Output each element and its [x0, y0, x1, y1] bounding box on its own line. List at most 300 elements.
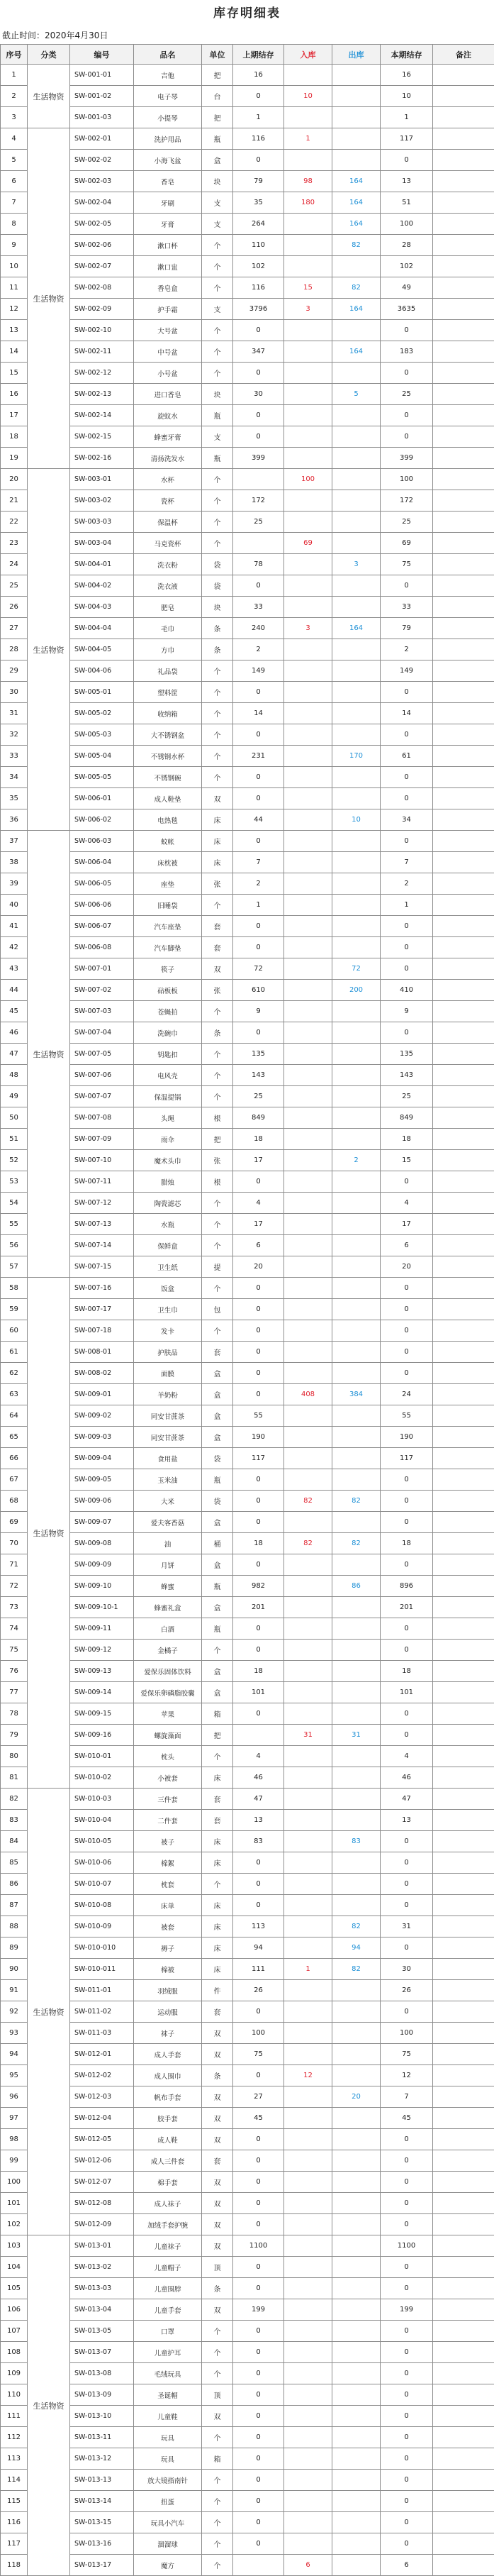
- current-stock: 25: [381, 512, 433, 533]
- table-row: [1, 1703, 494, 1725]
- row-index: 73: [1, 1597, 28, 1618]
- previous-stock: 17: [233, 1214, 284, 1235]
- item-code: SW-013-01: [70, 2235, 134, 2257]
- stock-in: [284, 214, 332, 235]
- stock-in: [284, 2193, 332, 2214]
- item-name: 成人围巾: [134, 2065, 202, 2086]
- remarks: [433, 469, 494, 490]
- stock-in: [284, 1256, 332, 1278]
- previous-stock: 0: [233, 2384, 284, 2406]
- remarks: [433, 1299, 494, 1320]
- item-unit: 盒: [202, 1512, 233, 1533]
- header-stock-in: 入库: [284, 45, 332, 65]
- previous-stock: 0: [233, 1554, 284, 1576]
- stock-in: [284, 2512, 332, 2533]
- current-stock: 17: [381, 1214, 433, 1235]
- remarks: [433, 405, 494, 426]
- current-stock: 61: [381, 746, 433, 767]
- row-index: 71: [1, 1554, 28, 1576]
- header-current-stock: 本期结存: [381, 45, 433, 65]
- stock-in: [284, 2448, 332, 2470]
- remarks: [433, 618, 494, 639]
- item-unit: 双: [202, 2299, 233, 2321]
- current-stock: 0: [381, 1852, 433, 1874]
- item-code: SW-002-01: [70, 128, 134, 150]
- remarks: [433, 2342, 494, 2363]
- stock-out: [332, 2278, 381, 2299]
- current-stock: 1100: [381, 2235, 433, 2257]
- stock-in: [284, 1448, 332, 1469]
- current-stock: 7: [381, 852, 433, 873]
- stock-in: [284, 1193, 332, 1214]
- item-unit: 把: [202, 107, 233, 128]
- remarks: [433, 2214, 494, 2235]
- stock-in: 15: [284, 277, 332, 299]
- row-index: 118: [1, 2555, 28, 2576]
- item-name: 成人鞋垫: [134, 788, 202, 809]
- previous-stock: 17: [233, 1150, 284, 1171]
- row-index: 47: [1, 1044, 28, 1065]
- item-unit: 个: [202, 320, 233, 341]
- item-name: 成人袜子: [134, 2193, 202, 2214]
- current-stock: 149: [381, 660, 433, 682]
- remarks: [433, 2448, 494, 2470]
- previous-stock: 0: [233, 1618, 284, 1640]
- item-unit: 个: [202, 895, 233, 916]
- previous-stock: 0: [233, 1703, 284, 1725]
- item-code: SW-002-04: [70, 192, 134, 214]
- item-unit: 套: [202, 916, 233, 937]
- current-stock: 0: [381, 2512, 433, 2533]
- item-code: SW-004-06: [70, 660, 134, 682]
- row-index: 17: [1, 405, 28, 426]
- table-row: [1, 1150, 494, 1171]
- item-code: SW-013-15: [70, 2512, 134, 2533]
- row-index: 43: [1, 958, 28, 980]
- item-name: 小被套: [134, 1767, 202, 1789]
- item-code: SW-012-01: [70, 2044, 134, 2065]
- item-unit: 个: [202, 1214, 233, 1235]
- previous-stock: 100: [233, 2023, 284, 2044]
- current-stock: 0: [381, 2384, 433, 2406]
- item-unit: 块: [202, 597, 233, 618]
- table-row: [1, 1682, 494, 1703]
- item-unit: 桶: [202, 1533, 233, 1554]
- previous-stock: 116: [233, 277, 284, 299]
- table-row: [1, 958, 494, 980]
- stock-out: [332, 150, 381, 171]
- item-name: 蜂蜜礼盒: [134, 1597, 202, 1618]
- table-row: [1, 1214, 494, 1235]
- previous-stock: 2: [233, 639, 284, 660]
- row-index: 104: [1, 2257, 28, 2278]
- remarks: [433, 1916, 494, 1937]
- item-code: SW-013-03: [70, 2278, 134, 2299]
- current-stock: 0: [381, 2214, 433, 2235]
- row-index: 79: [1, 1725, 28, 1746]
- previous-stock: 849: [233, 1107, 284, 1129]
- item-unit: 双: [202, 2129, 233, 2150]
- table-row: [1, 2321, 494, 2342]
- item-code: SW-010-09: [70, 1916, 134, 1937]
- current-stock: 26: [381, 1980, 433, 2001]
- item-name: 放大镜指南针: [134, 2470, 202, 2491]
- item-unit: 个: [202, 533, 233, 554]
- remarks: [433, 1235, 494, 1256]
- item-unit: 双: [202, 2172, 233, 2193]
- previous-stock: 199: [233, 2299, 284, 2321]
- remarks: [433, 895, 494, 916]
- previous-stock: 0: [233, 2470, 284, 2491]
- current-stock: 31: [381, 1916, 433, 1937]
- header-index: 序号: [1, 45, 28, 65]
- item-unit: 个: [202, 256, 233, 277]
- stock-out: [332, 895, 381, 916]
- previous-stock: 0: [233, 2278, 284, 2299]
- remarks: [433, 660, 494, 682]
- table-row: [1, 1065, 494, 1086]
- table-row: [1, 703, 494, 724]
- item-code: SW-006-04: [70, 852, 134, 873]
- remarks: [433, 1959, 494, 1980]
- remarks: [433, 1384, 494, 1405]
- item-code: SW-009-01: [70, 1384, 134, 1405]
- remarks: [433, 916, 494, 937]
- previous-stock: 13: [233, 1810, 284, 1831]
- row-index: 108: [1, 2342, 28, 2363]
- item-name: 筷子: [134, 958, 202, 980]
- item-unit: 台: [202, 86, 233, 107]
- current-stock: 24: [381, 1384, 433, 1405]
- table-row: [1, 533, 494, 554]
- previous-stock: 44: [233, 809, 284, 831]
- previous-stock: 0: [233, 1171, 284, 1193]
- previous-stock: 264: [233, 214, 284, 235]
- remarks: [433, 2065, 494, 2086]
- item-name: 护手霜: [134, 299, 202, 320]
- category-cell: 生活物资: [28, 2235, 70, 2576]
- current-stock: 0: [381, 767, 433, 788]
- item-unit: 床: [202, 1916, 233, 1937]
- table-row: [1, 2257, 494, 2278]
- row-index: 76: [1, 1661, 28, 1682]
- item-name: 儿童手套: [134, 2299, 202, 2321]
- item-unit: 套: [202, 2150, 233, 2172]
- previous-stock: 149: [233, 660, 284, 682]
- remarks: [433, 2172, 494, 2193]
- stock-out: [332, 1256, 381, 1278]
- item-unit: 双: [202, 2086, 233, 2108]
- current-stock: 16: [381, 65, 433, 86]
- remarks: [433, 2150, 494, 2172]
- stock-out: [332, 1214, 381, 1235]
- previous-stock: 9: [233, 1001, 284, 1022]
- current-stock: 172: [381, 490, 433, 512]
- remarks: [433, 2086, 494, 2108]
- stock-in: [284, 1661, 332, 1682]
- row-index: 64: [1, 1405, 28, 1427]
- stock-in: [284, 448, 332, 469]
- item-name: 洗衣粉: [134, 554, 202, 575]
- current-stock: 0: [381, 2278, 433, 2299]
- item-name: 电子琴: [134, 86, 202, 107]
- previous-stock: 110: [233, 235, 284, 256]
- row-index: 26: [1, 597, 28, 618]
- stock-out: [332, 1810, 381, 1831]
- remarks: [433, 597, 494, 618]
- stock-in: [284, 1831, 332, 1852]
- current-stock: 896: [381, 1576, 433, 1597]
- remarks: [433, 1746, 494, 1767]
- table-row: [1, 2193, 494, 2214]
- stock-out: 82: [332, 1491, 381, 1512]
- stock-in: [284, 1789, 332, 1810]
- previous-stock: 0: [233, 320, 284, 341]
- stock-out: [332, 575, 381, 597]
- remarks: [433, 1150, 494, 1171]
- previous-stock: 0: [233, 916, 284, 937]
- stock-out: [332, 1044, 381, 1065]
- stock-in: 3: [284, 299, 332, 320]
- item-unit: 支: [202, 299, 233, 320]
- remarks: [433, 1171, 494, 1193]
- stock-in: [284, 2363, 332, 2384]
- remarks: [433, 2023, 494, 2044]
- previous-stock: 0: [233, 150, 284, 171]
- remarks: [433, 426, 494, 448]
- row-index: 74: [1, 1618, 28, 1640]
- current-stock: 0: [381, 831, 433, 852]
- stock-out: 10: [332, 809, 381, 831]
- remarks: [433, 937, 494, 958]
- previous-stock: 0: [233, 1640, 284, 1661]
- remarks: [433, 2108, 494, 2129]
- stock-out: [332, 2448, 381, 2470]
- item-unit: 支: [202, 214, 233, 235]
- item-name: 旋蚊水: [134, 405, 202, 426]
- previous-stock: 0: [233, 2512, 284, 2533]
- stock-out: [332, 1171, 381, 1193]
- item-code: SW-002-11: [70, 341, 134, 363]
- stock-out: [332, 320, 381, 341]
- item-code: SW-006-06: [70, 895, 134, 916]
- stock-out: [332, 2172, 381, 2193]
- previous-stock: [233, 1725, 284, 1746]
- remarks: [433, 1597, 494, 1618]
- item-unit: 个: [202, 1065, 233, 1086]
- stock-out: 20: [332, 2086, 381, 2108]
- stock-in: 98: [284, 171, 332, 192]
- previous-stock: 113: [233, 1916, 284, 1937]
- item-unit: 双: [202, 2193, 233, 2214]
- row-index: 1: [1, 65, 28, 86]
- table-row: [1, 1640, 494, 1661]
- remarks: [433, 512, 494, 533]
- current-stock: 0: [381, 1171, 433, 1193]
- remarks: [433, 341, 494, 363]
- stock-out: [332, 2108, 381, 2129]
- remarks: [433, 1661, 494, 1682]
- previous-stock: 0: [233, 1384, 284, 1405]
- item-name: 蜂蜜: [134, 1576, 202, 1597]
- item-unit: 条: [202, 618, 233, 639]
- item-unit: 个: [202, 682, 233, 703]
- item-name: 螺旋藻面: [134, 1725, 202, 1746]
- table-row: [1, 2512, 494, 2533]
- item-unit: 个: [202, 235, 233, 256]
- item-code: SW-009-04: [70, 1448, 134, 1469]
- table-row: [1, 618, 494, 639]
- stock-out: [332, 788, 381, 809]
- table-row: [1, 2086, 494, 2108]
- item-name: 运动服: [134, 2001, 202, 2023]
- item-unit: 包: [202, 1299, 233, 1320]
- category-cell: 生活物资: [28, 1278, 70, 1789]
- item-name: 保温提锅: [134, 1086, 202, 1107]
- item-code: SW-011-02: [70, 2001, 134, 2023]
- item-code: SW-007-06: [70, 1065, 134, 1086]
- stock-out: [332, 2065, 381, 2086]
- stock-in: [284, 724, 332, 746]
- item-code: SW-006-02: [70, 809, 134, 831]
- remarks: [433, 1682, 494, 1703]
- row-index: 22: [1, 512, 28, 533]
- item-name: 被套: [134, 1916, 202, 1937]
- previous-stock: 16: [233, 65, 284, 86]
- current-stock: 0: [381, 1554, 433, 1576]
- row-index: 81: [1, 1767, 28, 1789]
- item-unit: 个: [202, 2555, 233, 2576]
- current-stock: 69: [381, 533, 433, 554]
- previous-stock: 0: [233, 2533, 284, 2555]
- current-stock: 0: [381, 2427, 433, 2448]
- item-unit: 个: [202, 746, 233, 767]
- row-index: 31: [1, 703, 28, 724]
- stock-in: [284, 405, 332, 426]
- previous-stock: 0: [233, 2001, 284, 2023]
- stock-in: [284, 639, 332, 660]
- stock-in: [284, 1980, 332, 2001]
- item-code: SW-002-06: [70, 235, 134, 256]
- item-code: SW-010-07: [70, 1874, 134, 1895]
- stock-in: [284, 1874, 332, 1895]
- item-name: 收纳箱: [134, 703, 202, 724]
- stock-out: [332, 2384, 381, 2406]
- table-row: [1, 639, 494, 660]
- item-name: 蜂蜜牙膏: [134, 426, 202, 448]
- table-row: [1, 682, 494, 703]
- remarks: [433, 384, 494, 405]
- current-stock: 0: [381, 1278, 433, 1299]
- table-row: [1, 2172, 494, 2193]
- table-row: [1, 277, 494, 299]
- stock-in: [284, 1171, 332, 1193]
- remarks: [433, 1512, 494, 1533]
- item-unit: 支: [202, 426, 233, 448]
- stock-in: [284, 384, 332, 405]
- remarks: [433, 746, 494, 767]
- stock-out: [332, 1107, 381, 1129]
- stock-out: [332, 1299, 381, 1320]
- previous-stock: 0: [233, 767, 284, 788]
- item-name: 大号盆: [134, 320, 202, 341]
- stock-out: 83: [332, 1831, 381, 1852]
- stock-in: [284, 2470, 332, 2491]
- item-unit: 套: [202, 1789, 233, 1810]
- previous-stock: 0: [233, 363, 284, 384]
- previous-stock: 610: [233, 980, 284, 1001]
- header-category: 分类: [28, 45, 70, 65]
- stock-in: [284, 1022, 332, 1044]
- stock-in: [284, 2257, 332, 2278]
- current-stock: 0: [381, 2172, 433, 2193]
- item-name: 香皂盒: [134, 277, 202, 299]
- item-code: SW-003-01: [70, 469, 134, 490]
- table-row: [1, 1767, 494, 1789]
- inventory-table: [0, 44, 494, 2576]
- item-name: 礼品袋: [134, 660, 202, 682]
- previous-stock: 0: [233, 2363, 284, 2384]
- item-name: 苹果: [134, 1703, 202, 1725]
- item-code: SW-012-05: [70, 2129, 134, 2150]
- table-row: [1, 192, 494, 214]
- item-name: 方巾: [134, 639, 202, 660]
- stock-out: 31: [332, 1725, 381, 1746]
- row-index: 89: [1, 1937, 28, 1959]
- stock-in: 408: [284, 1384, 332, 1405]
- item-unit: 个: [202, 2533, 233, 2555]
- item-unit: 瓶: [202, 405, 233, 426]
- item-unit: 个: [202, 724, 233, 746]
- row-index: 9: [1, 235, 28, 256]
- previous-stock: [233, 2555, 284, 2576]
- row-index: 83: [1, 1810, 28, 1831]
- stock-in: 10: [284, 86, 332, 107]
- current-stock: 0: [381, 2257, 433, 2278]
- item-code: SW-001-02: [70, 86, 134, 107]
- previous-stock: 0: [233, 2214, 284, 2235]
- stock-in: [284, 1044, 332, 1065]
- stock-out: [332, 2363, 381, 2384]
- current-stock: 101: [381, 1682, 433, 1703]
- item-name: 棉手套: [134, 2172, 202, 2193]
- item-name: 爱保乐固体饮料: [134, 1661, 202, 1682]
- row-index: 37: [1, 831, 28, 852]
- item-code: SW-009-15: [70, 1703, 134, 1725]
- previous-stock: 0: [233, 1342, 284, 1363]
- item-unit: 盒: [202, 1554, 233, 1576]
- row-index: 11: [1, 277, 28, 299]
- item-code: SW-004-04: [70, 618, 134, 639]
- item-name: 棉被: [134, 1959, 202, 1980]
- stock-out: 5: [332, 384, 381, 405]
- remarks: [433, 1725, 494, 1746]
- item-unit: 个: [202, 469, 233, 490]
- remarks: [433, 724, 494, 746]
- table-row: [1, 2065, 494, 2086]
- previous-stock: 116: [233, 128, 284, 150]
- remarks: [433, 2491, 494, 2512]
- previous-stock: 0: [233, 724, 284, 746]
- row-index: 75: [1, 1640, 28, 1661]
- remarks: [433, 554, 494, 575]
- table-row: [1, 575, 494, 597]
- current-stock: 0: [381, 405, 433, 426]
- item-name: 瓷杯: [134, 490, 202, 512]
- item-code: SW-008-01: [70, 1342, 134, 1363]
- previous-stock: 982: [233, 1576, 284, 1597]
- row-index: 90: [1, 1959, 28, 1980]
